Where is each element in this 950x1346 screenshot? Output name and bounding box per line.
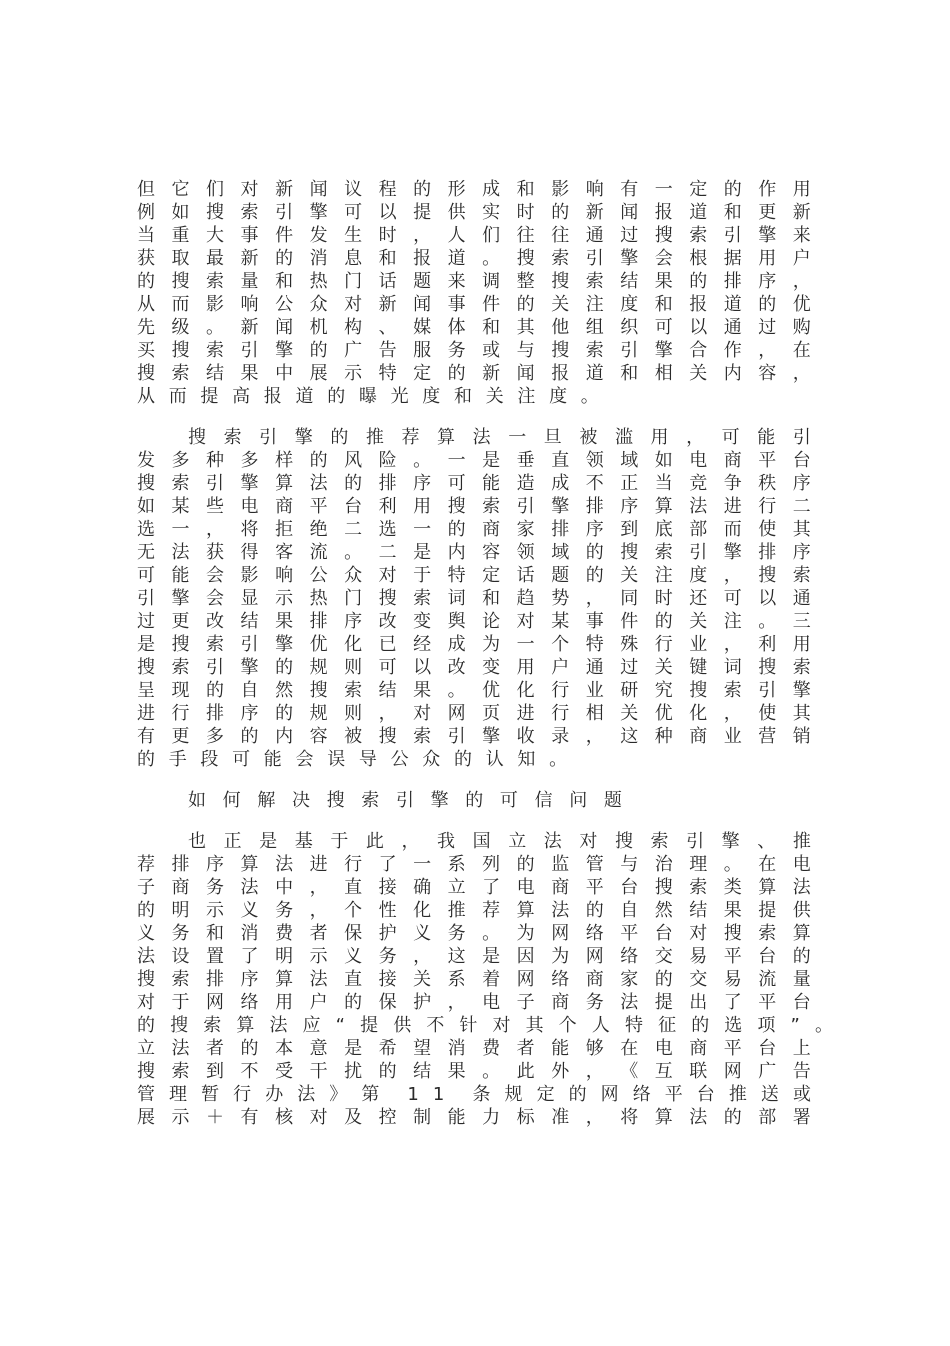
text-line: 买 搜 索 引 擎 的 广 告 服 务 或 与 搜 索 引 擎 合 作 ， 在 bbox=[137, 340, 811, 361]
text-line: 对 于 网 络 用 户 的 保 护 ， 电 子 商 务 法 提 出 了 平 台 bbox=[137, 992, 811, 1013]
section-heading: 如 何 解 决 搜 索 引 擎 的 可 信 问 题 bbox=[188, 790, 622, 811]
text-line: 搜 索 结 果 中 展 示 特 定 的 新 闻 报 道 和 相 关 内 容 ， bbox=[137, 363, 811, 384]
text-line: 的 明 示 义 务 ， 个 性 化 推 荐 算 法 的 自 然 结 果 提 供 bbox=[137, 900, 811, 921]
text-line: 义 务 和 消 费 者 保 护 义 务 。 为 网 络 平 台 对 搜 索 算 bbox=[137, 923, 811, 944]
text-line: 是 搜 索 引 擎 优 化 已 经 成 为 一 个 特 殊 行 业 ， 利 用 bbox=[137, 634, 811, 655]
text-line: 进 行 排 序 的 规 则 ， 对 网 页 进 行 相 关 优 化 ， 使 其 bbox=[137, 703, 811, 724]
text-line: 可 能 会 影 响 公 众 对 于 特 定 话 题 的 关 注 度 ， 搜 索 bbox=[137, 565, 811, 586]
text-line: 法 设 置 了 明 示 义 务 ， 这 是 因 为 网 络 交 易 平 台 的 bbox=[137, 946, 811, 967]
text-line: 如 某 些 电 商 平 台 利 用 搜 索 引 擎 排 序 算 法 进 行 二 bbox=[137, 496, 811, 517]
text-line: 呈 现 的 自 然 搜 索 结 果 。 优 化 行 业 研 究 搜 索 引 擎 bbox=[137, 680, 811, 701]
text-line: 例 如 搜 索 引 擎 可 以 提 供 实 时 的 新 闻 报 道 和 更 新 bbox=[137, 202, 811, 223]
text-line: 展 示 ＋ 有 核 对 及 控 制 能 力 标 准 ， 将 算 法 的 部 署 bbox=[137, 1107, 811, 1128]
text-line: 立 法 者 的 本 意 是 希 望 消 费 者 能 够 在 电 商 平 台 上 bbox=[137, 1038, 811, 1059]
text-line: 引 擎 会 显 示 热 门 搜 索 词 和 趋 势 ， 同 时 还 可 以 通 bbox=[137, 588, 811, 609]
text-line: 从 而 影 响 公 众 对 新 闻 事 件 的 关 注 度 和 报 道 的 优 bbox=[137, 294, 811, 315]
text-line: 搜 索 引 擎 的 规 则 可 以 改 变 用 户 通 过 关 键 词 搜 索 bbox=[137, 657, 811, 678]
text-line: 先 级 。 新 闻 机 构 、 媒 体 和 其 他 组 织 可 以 通 过 购 bbox=[137, 317, 811, 338]
text-line: 的手段可能会误导公众的认知。 bbox=[137, 749, 581, 770]
text-line: 子 商 务 法 中 ， 直 接 确 立 了 电 商 平 台 搜 索 类 算 法 bbox=[137, 877, 811, 898]
text-line: 从而提高报道的曝光度和关注度。 bbox=[137, 386, 613, 407]
text-line: 当 重 大 事 件 发 生 时 ， 人 们 往 往 通 过 搜 索 引 擎 来 bbox=[137, 225, 811, 246]
text-line: 的 搜 索 量 和 热 门 话 题 来 调 整 搜 索 结 果 的 排 序 ， bbox=[137, 271, 811, 292]
text-line: 的 搜 索 算 法 应 “ 提 供 不 针 对 其 个 人 特 征 的 选 项 ” 。 bbox=[137, 1015, 833, 1036]
text-line: 搜 索 引 擎 的 推 荐 算 法 一 旦 被 滥 用 ， 可 能 引 bbox=[188, 427, 811, 448]
text-line: 管 理 暂 行 办 法 》 第 1 1 条 规 定 的 网 络 平 台 推 送 或 bbox=[137, 1084, 811, 1105]
text-line: 也 正 是 基 于 此 ， 我 国 立 法 对 搜 索 引 擎 、 推 bbox=[188, 831, 811, 852]
text-line: 搜 索 引 擎 算 法 的 排 序 可 能 造 成 不 正 当 竞 争 秩 序 bbox=[137, 473, 811, 494]
text-line: 获 取 最 新 的 消 息 和 报 道 。 搜 索 引 擎 会 根 据 用 户 bbox=[137, 248, 811, 269]
text-line: 荐 排 序 算 法 进 行 了 一 系 列 的 监 管 与 治 理 。 在 电 bbox=[137, 854, 811, 875]
text-line: 发 多 种 多 样 的 风 险 。 一 是 垂 直 领 域 如 电 商 平 台 bbox=[137, 450, 811, 471]
text-line: 搜 索 排 序 算 法 直 接 关 系 着 网 络 商 家 的 交 易 流 量 bbox=[137, 969, 811, 990]
text-line: 搜 索 到 不 受 干 扰 的 结 果 。 此 外 ， 《 互 联 网 广 告 bbox=[137, 1061, 811, 1082]
text-line: 选 一 ， 将 拒 绝 二 选 一 的 商 家 排 序 到 底 部 而 使 其 bbox=[137, 519, 811, 540]
text-line: 过 更 改 结 果 排 序 改 变 舆 论 对 某 事 件 的 关 注 。 三 bbox=[137, 611, 811, 632]
text-line: 但 它 们 对 新 闻 议 程 的 形 成 和 影 响 有 一 定 的 作 用 bbox=[137, 179, 811, 200]
text-line: 无 法 获 得 客 流 。 二 是 内 容 领 域 的 搜 索 引 擎 排 序 bbox=[137, 542, 811, 563]
text-line: 有 更 多 的 内 容 被 搜 索 引 擎 收 录 ， 这 种 商 业 营 销 bbox=[137, 726, 811, 747]
